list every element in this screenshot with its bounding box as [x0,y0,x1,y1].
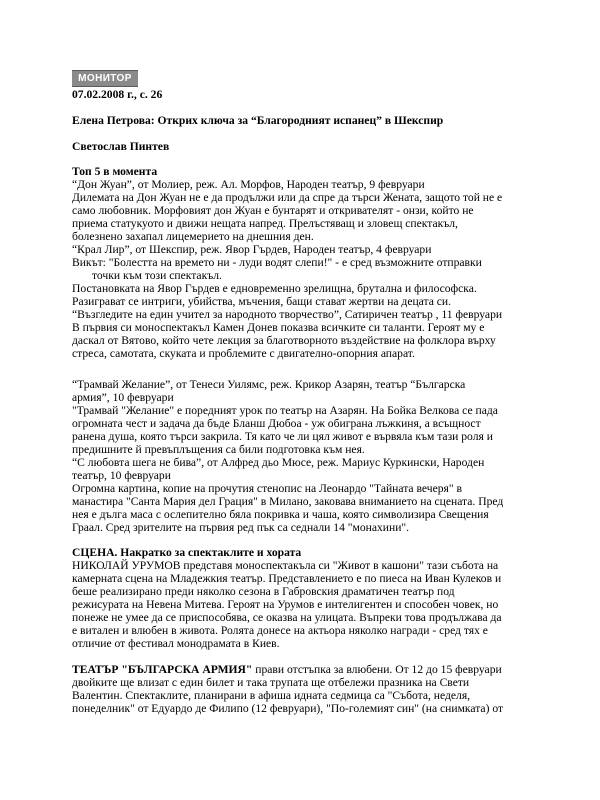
body-line: даскал от Вятово, който чете лекция за благотворното въздействие на фолклора върху [72,334,496,347]
body-line: приема статукуото и движи нещата напред. Прелъстяващ и зловещ спектакъл, [72,217,458,230]
author: Светослав Пинтев [72,140,170,153]
body-line: "Трамвай "Желание" е поредният урок по театър на Азарян. На Бойка Велкова се пада [72,404,498,417]
army-lead-bold: ТЕАТЪР "БЪЛГАРСКА АРМИЯ" [72,663,253,676]
body-line: камерната сцена на Младежкия театър. Представлението е по пиеса на Иван Кулеков и [72,572,502,585]
body-line: беше реализирано преди няколко сезона в Габровския драматичен театър под [72,585,455,598]
scene-heading: СЦЕНА. Накратко за спектаклите и хората [72,546,302,559]
top5-heading: Топ 5 в момента [72,165,158,178]
body-line: нея е дълга маса с ослепително бяла покривка и чаша, която символизира Свещения [72,508,489,521]
body-line: понеже не умее да се приспособява, се оказва на улицата. Въпреки това продължава да [72,611,502,624]
body-line: понеделник" от Едуардо де Филипо (12 февруари), "По-големият син" (на снимката) от [72,702,504,715]
body-line: огромната чест и задача да бъде Бланш Дюбоа - уж обиграна лъжкиня, а всъщност [72,417,481,430]
body-line: предишните й превъплъщения са били подготовка към нея. [72,443,365,456]
body-line: режисурата на Невена Митева. Героят на Урумов е интелигентен и способен човек, но [72,598,499,611]
body-line: НИКОЛАЙ УРУМОВ представя моноспектакъла си "Живот в кашони" тази събота на [72,559,499,572]
newspaper-logo: МОНИТОР [72,70,138,87]
body-line: армия”, 10 февруари [72,391,174,404]
body-line: “С любовта шега не бива”, от Алфред дьо Мюсе, реж. Мариус Куркински, Народен [72,456,485,469]
body-line: Граал. Сред зрителите на първия ред пък са седнали 14 "монахини". [72,521,410,534]
body-line: “Възгледите на един учител за народното творчество”, Сатиричен театър , 11 февруари [72,308,503,321]
date-line: 07.02.2008 г., с. 26 [72,88,163,101]
body-line: “Крал Лир”, от Шекспир, реж. Явор Гърдев, Народен театър, 4 февруари [72,243,432,256]
body-line: театър, 10 февруари [72,469,171,482]
body-line: “Трамвай Желание”, от Тенеси Уилямс, реж. Крикор Азарян, театър “Българска [72,378,466,391]
body-line: стреса, самотата, скуката и проблемите с двигателно-опорния апарат. [72,347,415,360]
body-line: манастира "Санта Мария дел Грация" в Милано, заковава вниманието на сцената. Пред [72,495,504,508]
army-lead-line [72,663,532,676]
body-line: Валентин. Спектаклите, планирани в афиша идната седмица са "Събота, неделя, [72,689,471,702]
body-line: Огромна картина, копие на прочутия стенопис на Леонардо "Тайната вечеря" в [72,482,462,495]
body-line: Разиграват се интриги, убийства, мъчения, бащи стават жертви на децата си. [72,295,452,308]
body-line: Постановката на Явор Гърдев е едновременно зрелищна, брутална и философска. [72,282,477,295]
body-line: е витален и влюбен в живота. Ролята донесе на актьора няколко награди - сред тях е [72,624,488,637]
body-line: Викът: "Болестта на времето ни - луди водят слепи!" - е сред възможните отправки [72,256,482,269]
body-line: В първия си моноспектакъл Камен Донев показва всичките си таланти. Героят му е [72,321,485,334]
body-line: само любовник. Морфовият дон Жуан е бунтарят и откривателят - онзи, който не [72,204,474,217]
army-lead-rest: прави отстъпка за влюбени. От 12 до 15 февруари [252,663,502,676]
body-line: “Дон Жуан”, от Молиер, реж. Ал. Морфов, Народен театър, 9 февруари [72,178,425,191]
headline: Елена Петрова: Открих ключа за “Благородният испанец” в Шекспир [72,114,444,127]
body-line: ранена душа, която търси закрила. Тя като че ли цял живот е вървяла към тази роля и [72,430,493,443]
body-line: Дилемата на Дон Жуан не е да продължи или да спре да търси Жената, защото той не е [72,191,503,204]
body-line: отличие от фестивал монодрамата в Киев. [72,637,280,650]
body-line: болезнено захапал лицемерието на днешния ден. [72,230,314,243]
body-line: двойките ще влизат с един билет и така трупата ще отбележи празника на Свети [72,676,470,689]
body-line: точки към този спектакъл. [92,269,222,282]
